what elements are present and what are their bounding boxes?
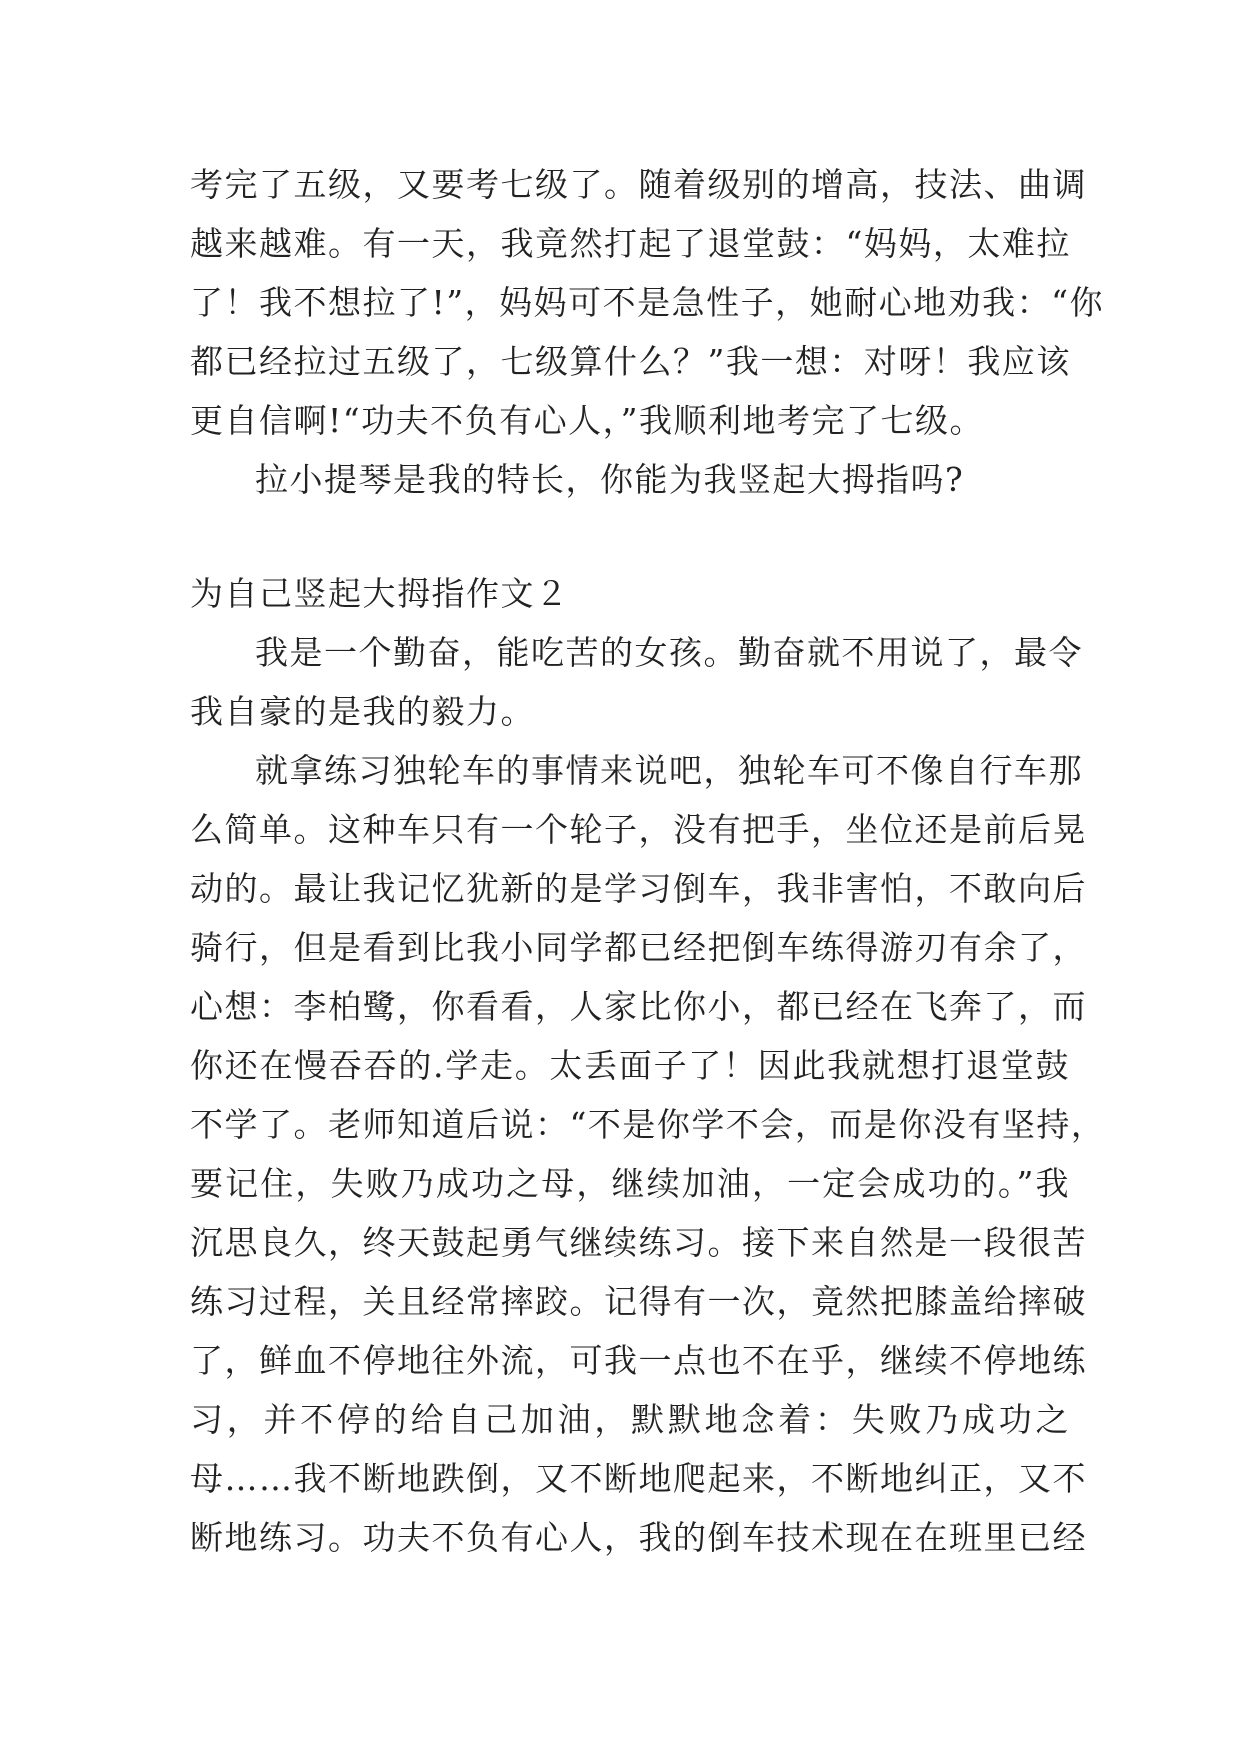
body-text-line: 你还在慢吞吞的.学走。太丢面子了！因此我就想打退堂鼓 xyxy=(190,1046,1070,1085)
body-text-line: 么简单。这种车只有一个轮子，没有把手，坐位还是前后晃 xyxy=(190,810,1087,849)
body-text-line: 沉思良久，终天鼓起勇气继续练习。接下来自然是一段很苦 xyxy=(190,1223,1087,1262)
body-text-line: 骑行，但是看到比我小同学都已经把倒车练得游刃有余了， xyxy=(190,928,1087,967)
body-text-line: 拉小提琴是我的特长，你能为我竖起大拇指吗? xyxy=(255,460,965,499)
body-text-line: 习，并不停的给自己加油，默默地念着：失败乃成功之 xyxy=(190,1400,1070,1439)
body-text-line: 练习过程，关且经常摔跤。记得有一次，竟然把膝盖给摔破 xyxy=(190,1282,1087,1321)
body-text-line: 母……我不断地跌倒，又不断地爬起来，不断地纠正，又不 xyxy=(190,1459,1087,1498)
body-text-line: 断地练习。功夫不负有心人，我的倒车技术现在在班里已经 xyxy=(190,1518,1087,1557)
body-text-line: 越来越难。有一天，我竟然打起了退堂鼓：“妈妈，太难拉 xyxy=(190,224,1071,263)
body-text-line: 了！我不想拉了!”，妈妈可不是急性子，她耐心地劝我：“你 xyxy=(190,283,1105,322)
body-text-line: 不学了。老师知道后说：“不是你学不会，而是你没有坚持， xyxy=(190,1105,1106,1144)
body-text-line: 考完了五级，又要考七级了。随着级别的增高，技法、曲调 xyxy=(190,165,1087,204)
body-text-line: 我是一个勤奋，能吃苦的女孩。勤奋就不用说了，最令 xyxy=(255,633,1083,672)
body-text-line: 要记住，失败乃成功之母，继续加油，一定会成功的。”我 xyxy=(190,1164,1070,1203)
body-text-line: 就拿练习独轮车的事情来说吧，独轮车可不像自行车那 xyxy=(255,751,1083,790)
body-text-line: 我自豪的是我的毅力。 xyxy=(190,692,535,731)
body-text-line: 了，鲜血不停地往外流，可我一点也不在乎，继续不停地练 xyxy=(190,1341,1087,1380)
essay-title: 为自己竖起大拇指作文２ xyxy=(190,574,570,613)
body-text-line: 都已经拉过五级了，七级算什么？”我一想：对呀！我应该 xyxy=(190,342,1071,381)
body-text-line: 更自信啊!“功夫不负有心人，”我顺利地考完了七级。 xyxy=(190,401,985,440)
body-text-line: 动的。最让我记忆犹新的是学习倒车，我非害怕，不敢向后 xyxy=(190,869,1087,908)
body-text-line: 心想：李柏鹭，你看看，人家比你小，都已经在飞奔了，而 xyxy=(190,987,1087,1026)
